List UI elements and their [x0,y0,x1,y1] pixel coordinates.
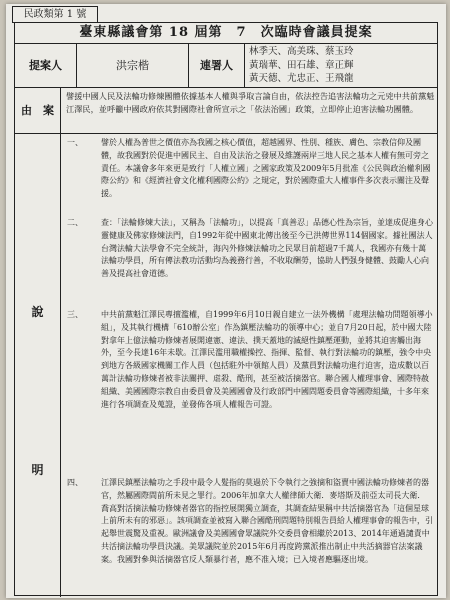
cosigner-line: 林季天、高美珠、蔡玉玲 [249,46,354,57]
paragraph [61,477,439,595]
paragraph-number: 三、 [67,310,83,319]
category-label: 民政類第 1 號 [12,6,98,23]
paragraph-text: 中共前黨魁江澤民專擅濫權，自1999年6月10日親自建立一法外機構「處理法輪功問題領導小組」，及其執行機構「610辦公室」作為鎮壓法輪功的領導中心；並自7月20日起，於中國大陸對拿年上億法輪功修煉者展開違憲、違法、撲天蓋地的滅絕性鎮壓運動，並將其迫害觸出海外，至今長達16年未歇。江澤民濫用職權操控、指揮、監督、執行對法輪功的鎮壓，強令中央到地方各級國家機關工作人員（包括駐外中領館人員）及黨員對法輪功進行迫害，造成數以百萬計法輪功修煉者被非法關押、虐殺、酷刑，甚至被活摘器官。聯合國人權理事會、國際特赦組織、美國國際宗教自由委員會及美國國會及行政部門中國問題委員會等國際組織，十多年來進行各項調查及蒐證，並發佈各項人權報告可證。 [101,310,433,409]
reason-label: 由 案 [15,87,61,133]
proposal-document [6,4,446,598]
paragraph-number: 四、 [67,478,83,487]
cosigner-line: 黃天德、尤忠正、王飛龍 [249,73,354,84]
explanation-label-bottom: 明 [31,463,44,477]
paragraph-number: 一、 [67,138,83,147]
paragraph [61,137,439,213]
explanation-section [15,133,437,597]
paragraph-text: 查：「法輪修煉大法」，又稱為「法輪功」，以提高「真善忍」品德心性為宗旨，並達成促進身心靈健康及佛家修煉法門，自1992年從中國東北傳出後至今已洪傳世界114個國家。據社團法人台灣法輪大法學會不完全統計，海內外修煉法輪功之民眾目前超過7千萬人，我國亦有幾十萬法輪功學員，所有傳法教功活動均為義務行善，不收取酬勞，協助人們强身健體、鼓勵人心向善及提高社會道德。 [101,218,433,279]
cosigner-label: 連署人 [189,43,245,87]
proposer-row [15,43,437,88]
document-title: 臺東縣議會第 18 屆第 7 次臨時會議員提案 [15,23,437,44]
paragraph [61,309,439,473]
cosigner-line: 黃瑞華、田石雄、章正輝 [249,59,354,71]
proposer-label: 提案人 [15,43,77,87]
proposer-name: 洪宗楷 [77,43,189,87]
explanation-label-top: 說 [31,305,44,319]
proposal-form [14,22,438,596]
paragraph-text: 譬於人權為普世之價值亦為我國之核心價值，超越國界、性別、種族、膚色、宗教信仰及團體，故我國對於促進中國民主、自由及法治之發展及維護兩岸三地人民之基本人權有無可旁之責任。本議會多年來更是致行「人權立國」之國家政策及2009年5月批准《公民與政治權利國際公約》和《經濟社會文化權利國際公約》之規定，對於國際重大人權事件多次表示關注及聲援。 [101,138,431,199]
reason-text: 譬援中國人民及法輪功修煉團體依據基本人權與爭取言論自由，依法控告追害法輪功之元兇中共前黨魁江澤民，並呼籲中國政府依其對國際社會所宣示之「依法治國」政策，立即停止迫害法輪功團體。 [66,91,435,114]
paragraph-number: 二、 [67,218,83,227]
paragraph [61,217,439,305]
cosigner-list [245,43,439,87]
explanation-label [15,133,61,597]
paragraph-text: 江澤民鎮壓法輪功之手段中最令人髮指的莫過於下令執行之強摘和盜賣中國法輪功修煉者的器官，然屬國際間前所未見之罪行。2006年加拿大人權律師大衛．麥塔斯及前亞太司長大衛．喬高對活摘法輪功修煉者器官的指控展開獨立調查，其調查結果稱中共活摘器官為「這個星球上前所未有的邪惡」。該項調查並被寫入聯合國酷刑問題特別報告員給人權理事會的報告中，引起舉世震驚及重視。歐洲議會及美國國會眾議院外交委員會相繼於2013、2014年通過譴責中共活摘法輪功學員決議。美眾議院並於2015年6月再度跨黨派推出制止中共活摘器官法案議案。我國對參與活摘器官反人類暴行者，應不准入境；已入境者應驅逐出境。 [101,478,433,564]
reason-row [15,87,437,134]
